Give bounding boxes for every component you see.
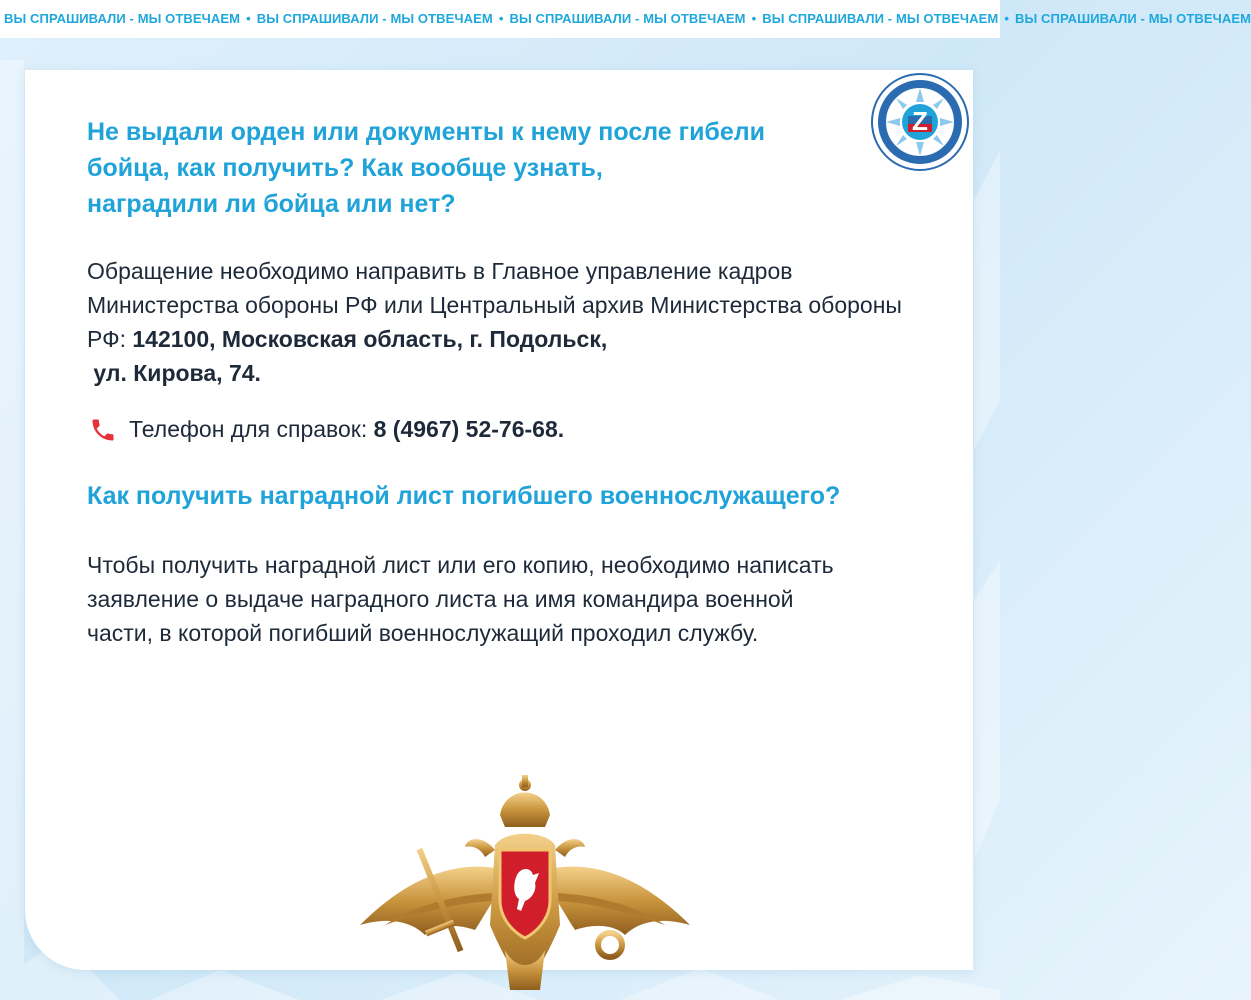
answer-2-line-2: заявление о выдаче наградного листа на имя командира военной	[87, 586, 794, 612]
ticker-phrase: ВЫ СПРАШИВАЛИ - МЫ ОТВЕЧАЕМ	[4, 11, 241, 26]
ticker-phrase: ВЫ СПРАШИВАЛИ - МЫ ОТВЕЧАЕМ	[509, 11, 746, 26]
question-1-line-3: наградили ли бойца или нет?	[87, 190, 456, 218]
question-1-line-1: Не выдали орден или документы к нему после гибели	[87, 118, 766, 146]
ticker-separator-dot: •	[751, 11, 757, 26]
svg-text:Z: Z	[912, 106, 928, 136]
ticker-phrase: ВЫ СПРАШИВАЛИ - МЫ ОТВЕЧАЕМ	[256, 11, 493, 26]
answer-2-text	[87, 548, 917, 650]
answer-1-body: Обращение необходимо направить в Главное управление кадров Министерства обороны РФ или Центральный архив Министерства обороны РФ:	[87, 258, 902, 352]
ticker-text	[4, 11, 1251, 26]
ticker-separator-dot: •	[498, 11, 504, 26]
question-1-line-2: бойца, как получить? Как вообще узнать,	[87, 154, 603, 182]
answer-1-text	[87, 254, 907, 390]
phone-row	[87, 412, 887, 446]
phone-icon	[89, 416, 117, 444]
question-1-heading	[87, 114, 847, 222]
answer-1-street: ул. Кирова, 74.	[93, 360, 261, 386]
question-2-heading: Как получить наградной лист погибшего военнослужащего?	[87, 482, 841, 510]
ticker-separator-dot: •	[1004, 11, 1009, 26]
phone-label: Телефон для справок:	[129, 416, 374, 442]
phone-text	[129, 412, 564, 446]
ticker-separator-dot: •	[246, 11, 251, 26]
answer-2-line-1: Чтобы получить наградной лист или его копию, необходимо написать	[87, 552, 834, 578]
ticker-banner	[0, 0, 1251, 38]
ticker-phrase: ВЫ СПРАШИВАЛИ - МЫ ОТВЕЧАЕМ	[762, 11, 999, 26]
ticker-phrase: ВЫ СПРАШИВАЛИ - МЫ ОТВЕЧАЕМ	[1015, 11, 1251, 26]
military-eagle-emblem-icon	[355, 775, 695, 1000]
org-emblem-icon	[870, 72, 970, 172]
answer-2-line-3: части, в которой погибший военнослужащий проходил службу.	[87, 620, 759, 646]
phone-number[interactable]: 8 (4967) 52-76-68.	[373, 416, 565, 442]
content-card	[25, 70, 973, 970]
answer-1-address: 142100, Московская область, г. Подольск,	[132, 326, 608, 352]
